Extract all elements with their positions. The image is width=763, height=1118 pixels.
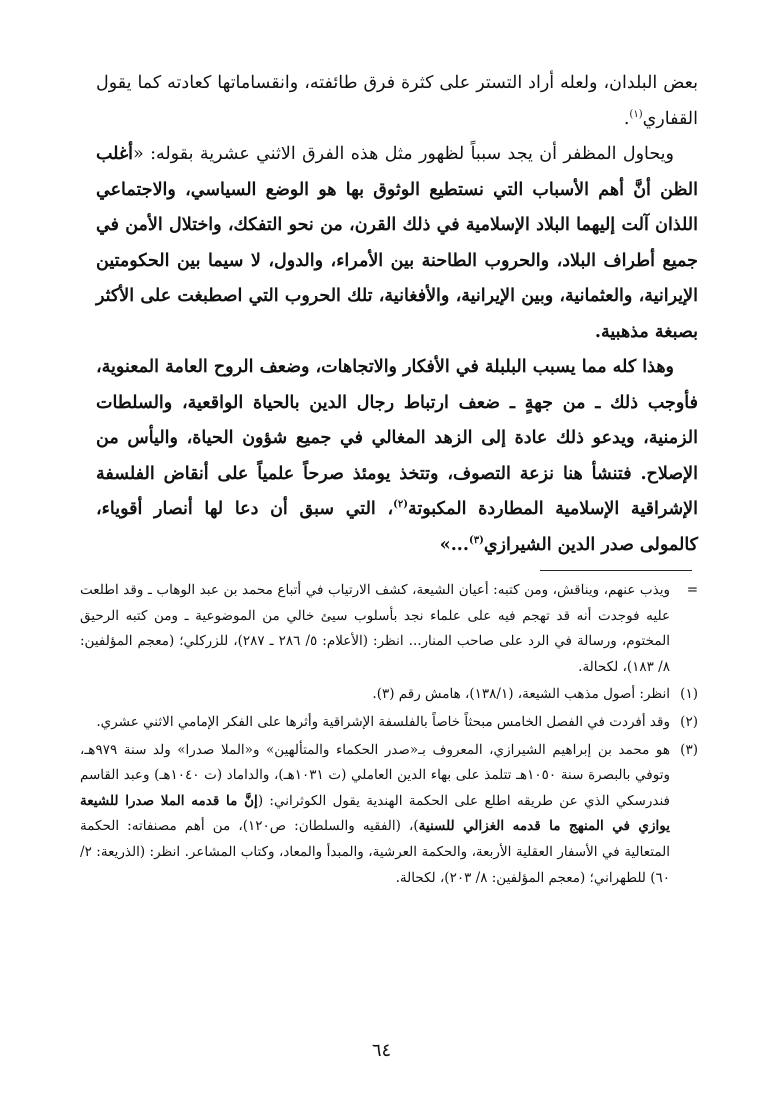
footnote-text: ويذب عنهم، ويناقش، ومن كتبه: أعيان الشيعة، كشف الارتياب في أتباع محمد بن عبد الوهاب ـ وقد اطلعت عليه فوجدت أنه قد تهجم فيه على علماء نجد بأسلوب سيئ خالي من الموضوعية ـ ومن كتبه الرحيق المختوم، ورسالة في الرد على صاحب المنار... انظر: (الأعلام: ٥/ ٢٨٦ ـ ٢٨٧)، للزركلي؛ (معجم المؤلفين: ٨/ ١٨٣)، لكحالة. (80, 582, 671, 675)
footnote-ref-3: (٣) (468, 534, 484, 546)
footnote-3-part1: هو محمد بن إبراهيم الشيرازي، المعروف بـ«صدر الحكماء والمتألهين» و«الملا صدرا» ولد سنة ٩٧٩هـ، وتوفي بالبصرة سنة ١٠٥٠هـ تتلمذ على بهاء الدين العاملي (ت ١٠٣١هـ)، والداماد (ت ١٠٤٠هـ) وعبد القاسم فندرسكي الذي عن طريقه اطلع على الحكمة الهندية يقول الكوثراني: ( (80, 741, 671, 809)
paragraph-3-part2: ، التي سبق أن دعا لها أنصار أقوياء، كالمولى صدر الدين الشيرازي (96, 499, 698, 555)
footnote-1 (80, 682, 698, 708)
footnote-3 (80, 738, 698, 892)
footnote-marker: = (686, 582, 698, 598)
paragraph-1 (96, 66, 698, 137)
footnote-text (80, 738, 670, 892)
kawtharani-quote: إنَّ ما قدمه الملا صدرا للشيعة يوازي في المنهج ما قدمه الغزالي للسنية (80, 792, 670, 835)
footnote-marker: (٣) (680, 741, 698, 758)
footnote-ref-1: (١) (629, 108, 643, 120)
footnote-ref-2: (٢) (393, 499, 408, 511)
page-number: ٦٤ (371, 1040, 392, 1061)
footnote-separator (540, 570, 692, 571)
footnotes (80, 578, 698, 893)
footnote-2 (80, 710, 698, 736)
footnote-marker: (٢) (680, 713, 698, 730)
paragraph-2-intro: ويحاول المظفر أن يجد سبباً لظهور مثل هذه الفرق الاثني عشرية بقوله: « (133, 144, 674, 164)
muzaffar-quote: أغلب الظن أنَّ أهم الأسباب التي نستطيع الوثوق بها هو الوضع السياسي، والاجتماعي اللذان آلت إليهما البلاد الإسلامية في ذلك القرن، من نحو التفكك، واختلال الأمن في جميع أطراف البلاد، والحروب الطاحنة بين الأمراء، والدول، لا سيما بين الحكومتين الإيرانية، والعثمانية، وبين الإيرانية، والأفغانية، تلك الحروب التي اصطبغت على الأكثر بصبغة مذهبية. (96, 144, 698, 342)
paragraph-3-end: ...» (439, 534, 469, 555)
paragraph-1-end: . (623, 108, 630, 129)
footnote-text: وقد أفردت في الفصل الخامس مبحثاً خاصاً بالفلسفة الإشراقية وأثرها على الفكر الإمامي الاثني عشري. (96, 713, 670, 730)
footnote-marker: (١) (680, 686, 698, 703)
footnote-3-part2: )، (الفقيه والسلطان: ص١٢٠)، من أهم مصنفاته: الحكمة المتعالية في الأسفار العقلية الأربعة، والحكمة العرشية، والمبدأ والمعاد، وكتاب المشاعر. انظر: (الذريعة: ٢/ ٦٠) للطهراني؛ (معجم المؤلفين: ٨/ ٢٠٣)، لكحالة. (80, 818, 670, 886)
footnote-text: انظر: أصول مذهب الشيعة، (١٣٨/١)، هامش رقم (٣). (372, 686, 670, 703)
footnote-continued (80, 578, 698, 680)
paragraph-1-text: بعض البلدان، ولعله أراد التستر على كثرة فرق طائفته، وانقساماتها كعادته كما يقول القفاري (96, 73, 698, 129)
main-text (96, 66, 698, 563)
paragraph-3-part1: وهذا كله مما يسبب البلبلة في الأفكار والاتجاهات، وضعف الروح العامة المعنوية، فأوجب ذلك ـ من جهةٍ ـ ضعف ارتباط رجال الدين بالحياة الواقعية، والسلطات الزمنية، ويدعو ذلك عادة إلى الزهد المغالي في جميع شؤون الحياة، واليأس من الإصلاح. فتنشأ هنا نزعة التصوف، وتتخذ يومئذ صرحاً علمياً على أنقاض الفلسفة الإشراقية الإسلامية المطاردة المكبوتة (96, 357, 698, 519)
paragraph-2 (96, 137, 698, 350)
paragraph-3 (96, 350, 698, 563)
